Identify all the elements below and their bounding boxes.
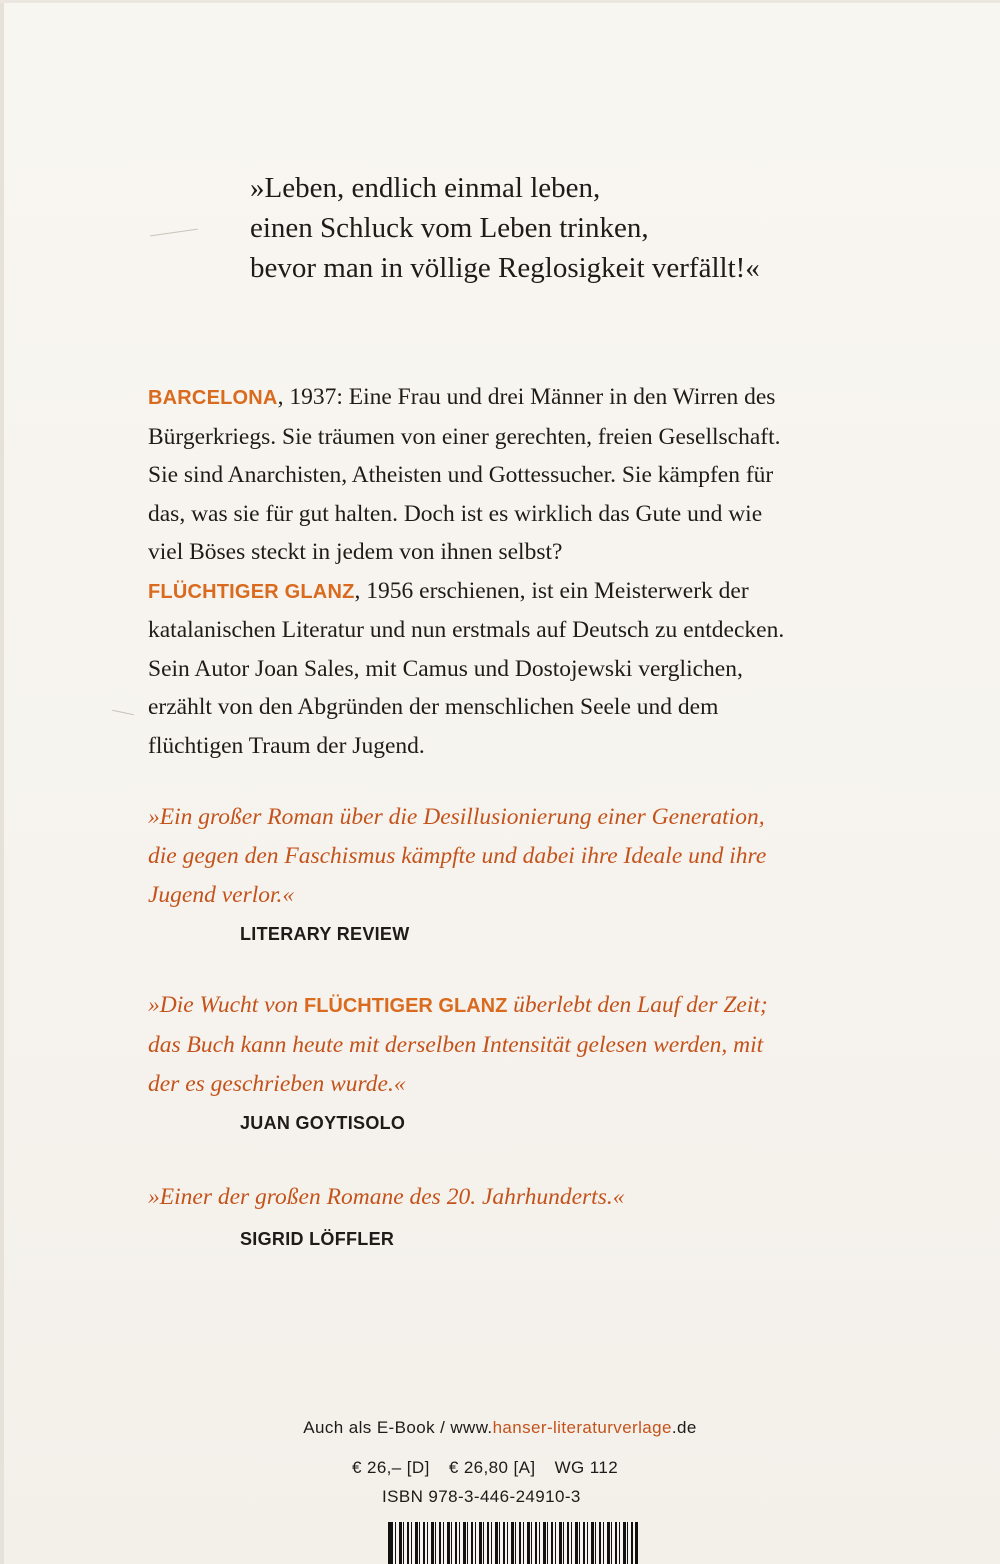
quote-line: das Buch kann heute mit derselben Intensität gelesen werden, mit xyxy=(148,1032,764,1058)
ebook-notice xyxy=(0,1418,1000,1438)
quote-text-run: überlebt den Lauf der Zeit; xyxy=(507,992,768,1018)
pencil-mark xyxy=(150,229,198,237)
blurb-line: viel Böses steckt in jedem von ihnen selbst? xyxy=(148,539,563,565)
quote-line: »Ein großer Roman über die Desillusionierung einer Generation, xyxy=(148,804,765,830)
blurb-line xyxy=(148,378,888,418)
blurb-line: das, was sie für gut halten. Doch ist es wirklich das Gute und wie xyxy=(148,500,763,527)
quote-text-run: »Die Wucht von xyxy=(148,992,304,1018)
epigraph-line: bevor man in völlige Reglosigkeit verfällt!« xyxy=(250,252,760,284)
publisher-domain: hanser-literaturverlage xyxy=(492,1418,672,1437)
quote-attribution-3: SIGRID LÖFFLER xyxy=(240,1229,395,1249)
quote-line: »Einer der großen Romane des 20. Jahrhunderts.« xyxy=(148,1184,625,1210)
blurb-line: katalanischen Literatur und nun erstmals auf Deutsch zu entdecken. xyxy=(148,617,785,643)
blurb-line: erzählt von den Abgründen der menschlichen Seele und dem xyxy=(148,694,719,720)
quote-line: Jugend verlor.« xyxy=(148,882,295,908)
quote-attribution-1: LITERARY REVIEW xyxy=(240,924,410,944)
review-quote-2 xyxy=(148,986,888,1104)
blurb-line: flüchtigen Traum der Jugend. xyxy=(148,732,425,759)
blurb-title-caps: FLÜCHTIGER GLANZ xyxy=(148,580,355,603)
price-austria: € 26,80 [A] xyxy=(448,1458,536,1477)
blurb-text xyxy=(148,378,888,765)
quote-attribution-2: JUAN GOYTISOLO xyxy=(240,1113,406,1133)
quote-line: die gegen den Faschismus kämpfte und dabei ihre Ideale und ihre xyxy=(148,843,767,869)
blurb-line xyxy=(148,572,888,612)
review-quote-1 xyxy=(148,798,888,915)
barcode-icon xyxy=(388,1522,638,1564)
product-group: WG 112 xyxy=(554,1458,619,1477)
quote-line xyxy=(148,986,888,1026)
ebook-suffix: .de xyxy=(671,1418,697,1437)
cover-edge-left xyxy=(0,0,4,1564)
blurb-text-run: , 1956 erschienen, ist ein Meisterwerk der xyxy=(354,577,749,604)
blurb-text-run: , 1937: Eine Frau und drei Männer in den Wirren des xyxy=(277,384,776,410)
blurb-line: Sein Autor Joan Sales, mit Camus und Dostojewski verglichen, xyxy=(148,655,743,682)
quote-title-caps: FLÜCHTIGER GLANZ xyxy=(303,995,508,1017)
isbn: ISBN 978-3-446-24910-3 xyxy=(382,1487,581,1506)
epigraph-line: einen Schluck vom Leben trinken, xyxy=(250,212,649,244)
blurb-line: Sie sind Anarchisten, Atheisten und Gottessucher. Sie kämpfen für xyxy=(148,462,774,488)
blurb-line: Bürgerkriegs. Sie träumen von einer gerechten, freien Gesellschaft. xyxy=(148,423,781,450)
price-line xyxy=(352,1458,772,1478)
review-quote-3 xyxy=(148,1178,888,1217)
ebook-prefix: Auch als E-Book / www. xyxy=(303,1418,493,1437)
epigraph-line: »Leben, endlich einmal leben, xyxy=(250,172,601,204)
price-germany: € 26,– [D] xyxy=(352,1458,430,1477)
cover-edge-top xyxy=(0,0,1000,3)
quote-line: der es geschrieben wurde.« xyxy=(148,1071,406,1097)
blurb-city-caps: BARCELONA xyxy=(148,387,278,409)
epigraph-quote xyxy=(250,168,870,288)
pencil-mark xyxy=(112,710,134,716)
